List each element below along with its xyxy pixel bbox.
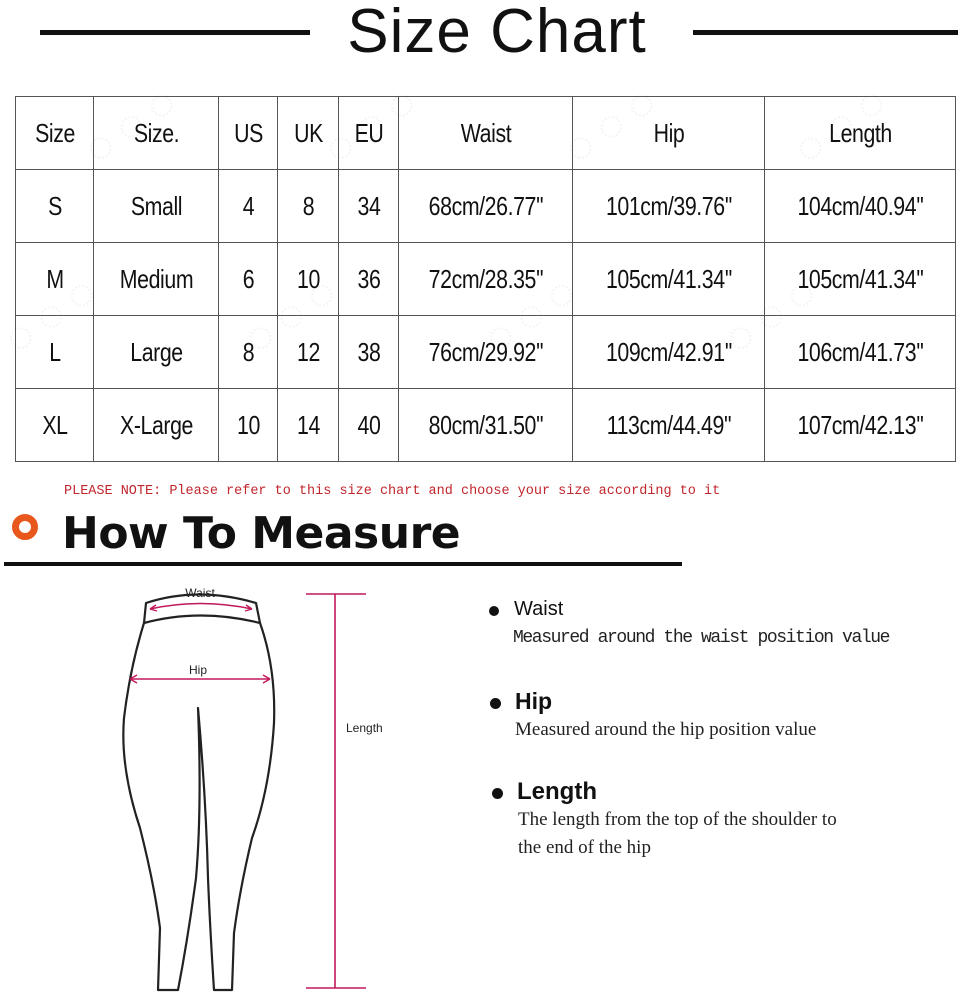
cell-size: M	[23, 243, 87, 316]
measurement-description: Measured around the waist position value	[513, 628, 890, 648]
cell-eu: 36	[344, 243, 393, 316]
cell-hip: 101cm/39.76''	[590, 170, 747, 243]
cell-hip: 113cm/44.49''	[590, 389, 747, 462]
header-eu: EU	[344, 97, 393, 170]
how-to-measure-title: How To Measure	[62, 508, 461, 559]
cell-us: 10	[224, 389, 272, 462]
cell-length: 105cm/41.34''	[782, 243, 939, 316]
size-note: PLEASE NOTE: Please refer to this size chart and choose your size according to it	[64, 484, 721, 499]
measurement-title: Hip	[515, 688, 553, 714]
cell-size-name: X-Large	[105, 389, 208, 462]
cell-waist: 80cm/31.50''	[414, 389, 557, 462]
bullet-icon	[489, 606, 499, 616]
table-header-row	[16, 97, 956, 170]
table-row	[16, 389, 956, 462]
cell-uk: 12	[283, 316, 333, 389]
cell-waist: 68cm/26.77''	[414, 170, 557, 243]
header-size-name: Size.	[105, 97, 208, 170]
cell-length: 107cm/42.13''	[782, 389, 939, 462]
cell-waist: 72cm/28.35''	[414, 243, 557, 316]
bullet-icon	[490, 698, 501, 709]
cell-uk: 10	[283, 243, 333, 316]
how-to-measure-rule	[4, 562, 682, 566]
cell-size-name: Large	[105, 316, 208, 389]
diagram-label-hip: Hip	[188, 663, 208, 677]
cell-eu: 38	[344, 316, 393, 389]
header-waist: Waist	[414, 97, 557, 170]
cell-size-name: Medium	[105, 243, 208, 316]
cell-size: L	[23, 316, 87, 389]
header-length: Length	[782, 97, 939, 170]
header-uk: UK	[283, 97, 333, 170]
measurement-description: Measured around the hip position value	[515, 719, 817, 740]
cell-size: S	[23, 170, 87, 243]
diagram-label-length: Length	[346, 721, 383, 735]
header-hip: Hip	[590, 97, 747, 170]
cell-us: 4	[224, 170, 272, 243]
diagram-label-waist: Waist	[185, 586, 215, 600]
cell-uk: 14	[283, 389, 333, 462]
header-size: Size	[23, 97, 87, 170]
cell-uk: 8	[283, 170, 333, 243]
title-rule-left	[40, 30, 310, 35]
measurement-description: the end of the hip	[518, 837, 651, 858]
orange-ring-icon	[12, 514, 38, 540]
table-row	[16, 243, 956, 316]
cell-size-name: Small	[105, 170, 208, 243]
cell-eu: 34	[344, 170, 393, 243]
waist-measure-line	[150, 604, 252, 610]
cell-length: 104cm/40.94''	[782, 170, 939, 243]
cell-us: 8	[224, 316, 272, 389]
cell-waist: 76cm/29.92''	[414, 316, 557, 389]
cell-size: XL	[23, 389, 87, 462]
page-title: Size Chart	[347, 0, 647, 66]
cell-eu: 40	[344, 389, 393, 462]
measurement-description: The length from the top of the shoulder to	[518, 809, 837, 830]
header-us: US	[224, 97, 272, 170]
cell-us: 6	[224, 243, 272, 316]
table-row	[16, 170, 956, 243]
pants-diagram	[110, 578, 430, 993]
cell-hip: 105cm/41.34''	[590, 243, 747, 316]
measurement-title: Waist	[514, 598, 564, 620]
title-rule-right	[693, 30, 958, 35]
table-row	[16, 316, 956, 389]
pants-outline	[123, 623, 274, 990]
cell-length: 106cm/41.73''	[782, 316, 939, 389]
cell-hip: 109cm/42.91''	[590, 316, 747, 389]
measurement-title: Length	[517, 778, 597, 805]
size-chart-table	[15, 96, 956, 462]
bullet-icon	[492, 788, 503, 799]
